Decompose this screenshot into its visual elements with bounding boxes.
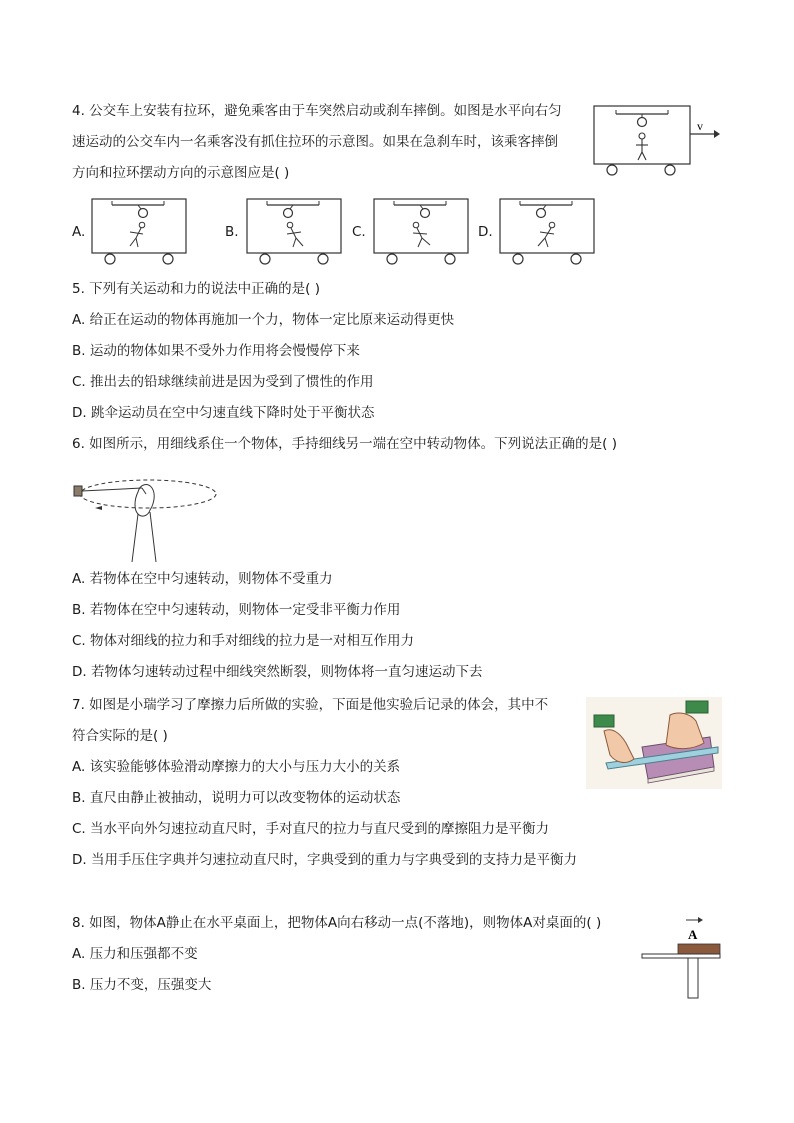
- q7-stem-line-1: 7. 如图是小瑞学习了摩擦力后所做的实验，下面是他实验后记录的体会，其中不: [72, 697, 549, 713]
- passenger-head: [639, 133, 645, 139]
- q7-option-c: C. 当水平向外匀速拉动直尺时，手对直尺的拉力与直尺受到的摩擦阻力是平衡力: [72, 821, 550, 837]
- q5-option-c: C. 推出去的铅球继续前进是因为受到了惯性的作用: [72, 374, 374, 390]
- string: [82, 488, 142, 491]
- q4-option-d-label: D.: [478, 224, 493, 240]
- block-on-table-figure: [640, 914, 724, 1002]
- q7-option-b: B. 直尺由静止被抽动，说明力可以改变物体的运动状态: [72, 790, 401, 806]
- arm: [132, 512, 156, 562]
- ruler-under-dictionary-figure: [586, 697, 722, 789]
- q8-stem: 8. 如图，物体A静止在水平桌面上，把物体A向右移动一点(不落地)，则物体A对桌面的( ): [72, 915, 602, 931]
- q7-option-d: D. 当用手压住字典并匀速拉动直尺时，字典受到的重力与字典受到的支持力是平衡力: [72, 852, 577, 868]
- q4-option-b-label: B.: [225, 224, 239, 240]
- q4-stem-line-2: 速运动的公交车内一名乘客没有抓住拉环的示意图。如果在急刹车时，该乘客摔倒: [72, 134, 558, 150]
- left-sleeve: [594, 715, 614, 727]
- q6-option-a: A. 若物体在空中匀速转动，则物体不受重力: [72, 571, 333, 587]
- q4-stem-line-3: 方向和拉环摆动方向的示意图应是( ): [72, 165, 290, 181]
- table-top: [642, 954, 720, 958]
- q7-option-a: A. 该实验能够体验滑动摩擦力的大小与压力大小的关系: [72, 759, 401, 775]
- q6-option-d: D. 若物体匀速转动过程中细线突然断裂，则物体将一直匀速运动下去: [72, 664, 483, 680]
- q4-stem-line-1: 4. 公交车上安装有拉环，避免乘客由于车突然启动或刹车摔倒。如图是水平向右匀: [72, 103, 562, 119]
- q4-option-d-figure: [496, 196, 598, 268]
- block-a: [678, 944, 720, 954]
- bus-moving-right-figure: [590, 102, 720, 178]
- q7-stem-line-2: 符合实际的是( ): [72, 728, 168, 744]
- right-sleeve: [686, 701, 708, 713]
- velocity-label: v: [697, 119, 703, 133]
- q4-option-a-figure: [88, 196, 190, 268]
- hand: [135, 485, 154, 517]
- q8-option-a: A. 压力和压强都不变: [72, 946, 198, 962]
- q6-option-b: B. 若物体在空中匀速转动，则物体一定受非平衡力作用: [72, 602, 401, 618]
- q4-option-c-figure: [370, 196, 472, 268]
- move-right-arrow: [698, 917, 703, 923]
- rotating-object-on-string-figure: [68, 470, 220, 566]
- q6-option-c: C. 物体对细线的拉力和手对细线的拉力是一对相互作用力: [72, 633, 415, 649]
- q5-stem: 5. 下列有关运动和力的说法中正确的是( ): [72, 281, 320, 297]
- q5-option-b: B. 运动的物体如果不受外力作用将会慢慢停下来: [72, 343, 360, 359]
- wheel: [665, 165, 675, 175]
- table-leg: [688, 958, 698, 998]
- block-label: A: [688, 927, 698, 942]
- q5-option-d: D. 跳伞运动员在空中匀速直线下降时处于平衡状态: [72, 405, 375, 421]
- q5-option-a: A. 给正在运动的物体再施加一个力，物体一定比原来运动得更快: [72, 312, 455, 328]
- direction-arrow: [95, 506, 102, 510]
- q4-option-a-label: A.: [72, 224, 86, 240]
- wheel: [607, 165, 617, 175]
- q6-stem: 6. 如图所示，用细线系住一个物体，手持细线另一端在空中转动物体。下列说法正确的是( ): [72, 436, 617, 452]
- q4-option-c-label: C.: [352, 224, 366, 240]
- q8-option-b: B. 压力不变，压强变大: [72, 977, 212, 993]
- q4-option-b-figure: [243, 196, 345, 268]
- object: [74, 486, 82, 496]
- pull-ring: [638, 118, 647, 127]
